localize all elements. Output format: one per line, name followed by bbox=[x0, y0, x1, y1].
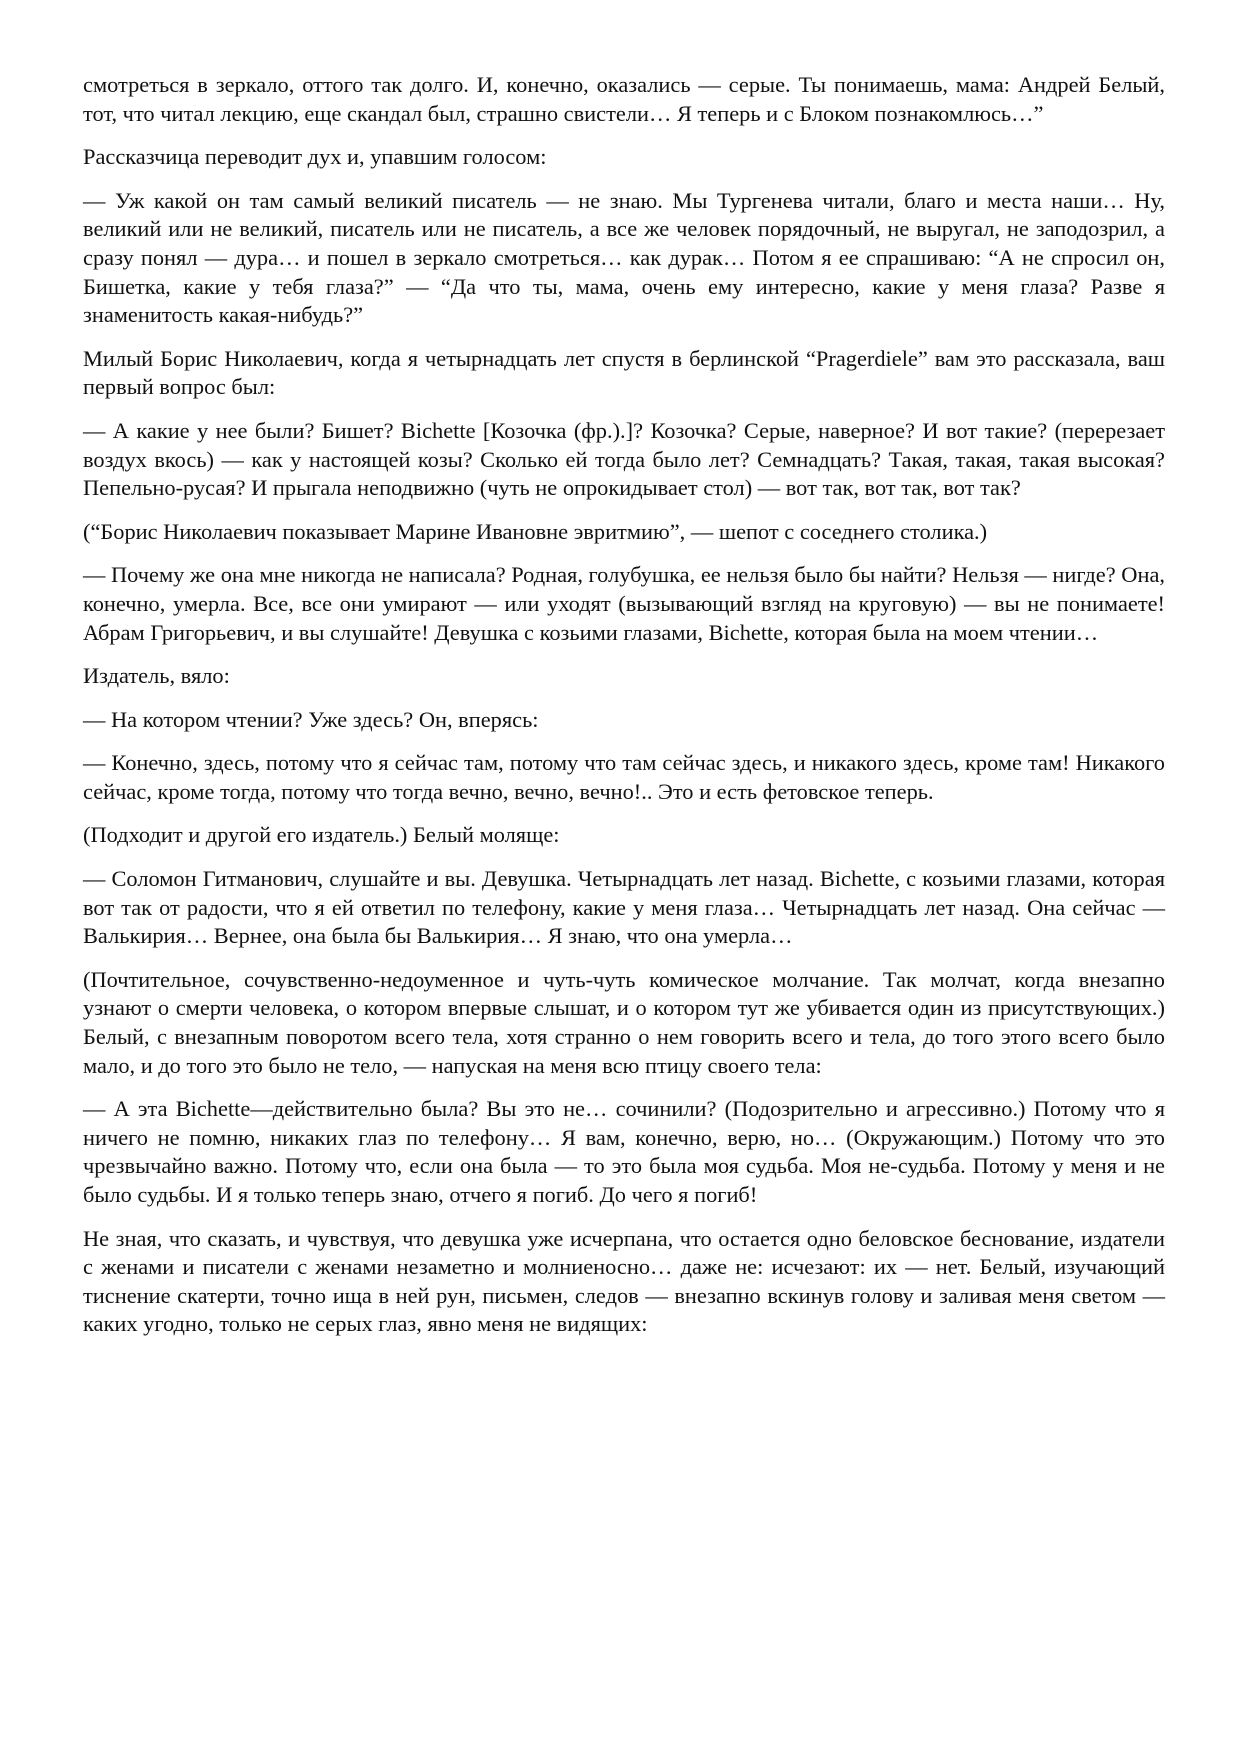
document-page bbox=[83, 71, 1165, 1354]
paragraph: (Подходит и другой его издатель.) Белый моляще: bbox=[83, 822, 560, 848]
paragraph: Не зная, что сказать, и чувствуя, что девушка уже исчерпана, что остается одно беловское беснование, издатели с женами и писатели с женами незаметно и молниеносно… даже не: исчезают: их — нет. Белый, изучающий тиснение скатерти, точно ища в ней рун, письмен, следов — внезапно вскинув голову и заливая меня светом — каких угодно, только не серых глаз, явно меня не видящих: bbox=[83, 1225, 1165, 1337]
paragraph: — Соломон Гитманович, слушайте и вы. Девушка. Четырнадцать лет назад. Bichette, с козьими глазами, которая вот так от радости, что я ей ответил по телефону, какие у меня глаза… Четырнадцать лет назад. Она сейчас — Валькирия… Вернее, она была бы Валькирия… Я знаю, что она умерла… bbox=[83, 866, 1165, 949]
paragraph: Рассказчица переводит дух и, упавшим голосом: bbox=[83, 144, 547, 170]
paragraph: Издатель, вяло: bbox=[83, 663, 230, 689]
paragraph: (Почтительное, сочувственно-недоуменное и чуть-чуть комическое молчание. Так молчат, когда внезапно узнают о смерти человека, о котором впервые слышат, и о котором тут же убивается один из присутствующих.) Белый, с внезапным поворотом всего тела, хотя странно о нем говорить всего и тела, до того этого всего было мало, и до того это было не тело, — напуская на меня всю птицу своего тела: bbox=[83, 966, 1165, 1078]
paragraph: — Уж какой он там самый великий писатель — не знаю. Мы Тургенева читали, благо и места наши… Ну, великий или не великий, писатель или не писатель, а все же человек порядочный, не выругал, не заподозрил, а сразу понял — дура… и пошел в зеркало смотреться… как дурак… Потом я ее спрашиваю: “А не спросил он, Бишетка, какие у тебя глаза?” — “Да что ты, мама, очень ему интересно, какие у меня глаза? Разве я знаменитость какая-нибудь?” bbox=[83, 187, 1165, 328]
paragraph: — Конечно, здесь, потому что я сейчас там, потому что там сейчас здесь, и никакого здесь, кроме там! Никакого сейчас, кроме тогда, потому что тогда вечно, вечно, вечно!.. Это и есть фетовское теперь. bbox=[83, 750, 1165, 804]
paragraph: смотреться в зеркало, оттого так долго. И, конечно, оказались — серые. Ты понимаешь, мама: Андрей Белый, тот, что читал лекцию, еще скандал был, страшно свистели… Я теперь и с Блоком познакомлюсь…” bbox=[83, 72, 1165, 126]
paragraph: — А какие у нее были? Бишет? Bichette [Козочка (фр.).]? Козочка? Серые, наверное? И вот такие? (перерезает воздух вкось) — как у настоящей козы? Сколько ей тогда было лет? Семнадцать? Такая, такая, такая высокая? Пепельно-русая? И прыгала неподвижно (чуть не опрокидывает стол) — вот так, вот так, вот так? bbox=[83, 417, 1165, 501]
paragraph: — Почему же она мне никогда не написала? Родная, голубушка, ее нельзя было бы найти? Нельзя — нигде? Она, конечно, умерла. Все, все они умирают — или уходят (вызывающий взгляд на круговую) — вы не понимаете! Абрам Григорьевич, и вы слушайте! Девушка с козьими глазами, Bichette, которая была на моем чтении… bbox=[83, 562, 1165, 645]
paragraph: Милый Борис Николаевич, когда я четырнадцать лет спустя в берлинской “Pragerdiele” вам это рассказала, ваш первый вопрос был: bbox=[83, 345, 1165, 400]
paragraph: — А эта Bichette—действительно была? Вы это не… сочинили? (Подозрительно и агрессивно.) Потому что я ничего не помню, никаких глаз по телефону… Я вам, конечно, верю, но… (Окружающим.) Потому что это чрезвычайно важно. Потому что, если она была — то это была моя судьба. Моя не-судьба. Потому у меня и не было судьбы. И я только теперь знаю, отчего я погиб. До чего я погиб! bbox=[83, 1096, 1165, 1207]
paragraph: — На котором чтении? Уже здесь? Он, вперясь: bbox=[83, 706, 539, 732]
paragraph: (“Борис Николаевич показывает Марине Ивановне эвритмию”, — шепот с соседнего столика.) bbox=[83, 518, 988, 544]
